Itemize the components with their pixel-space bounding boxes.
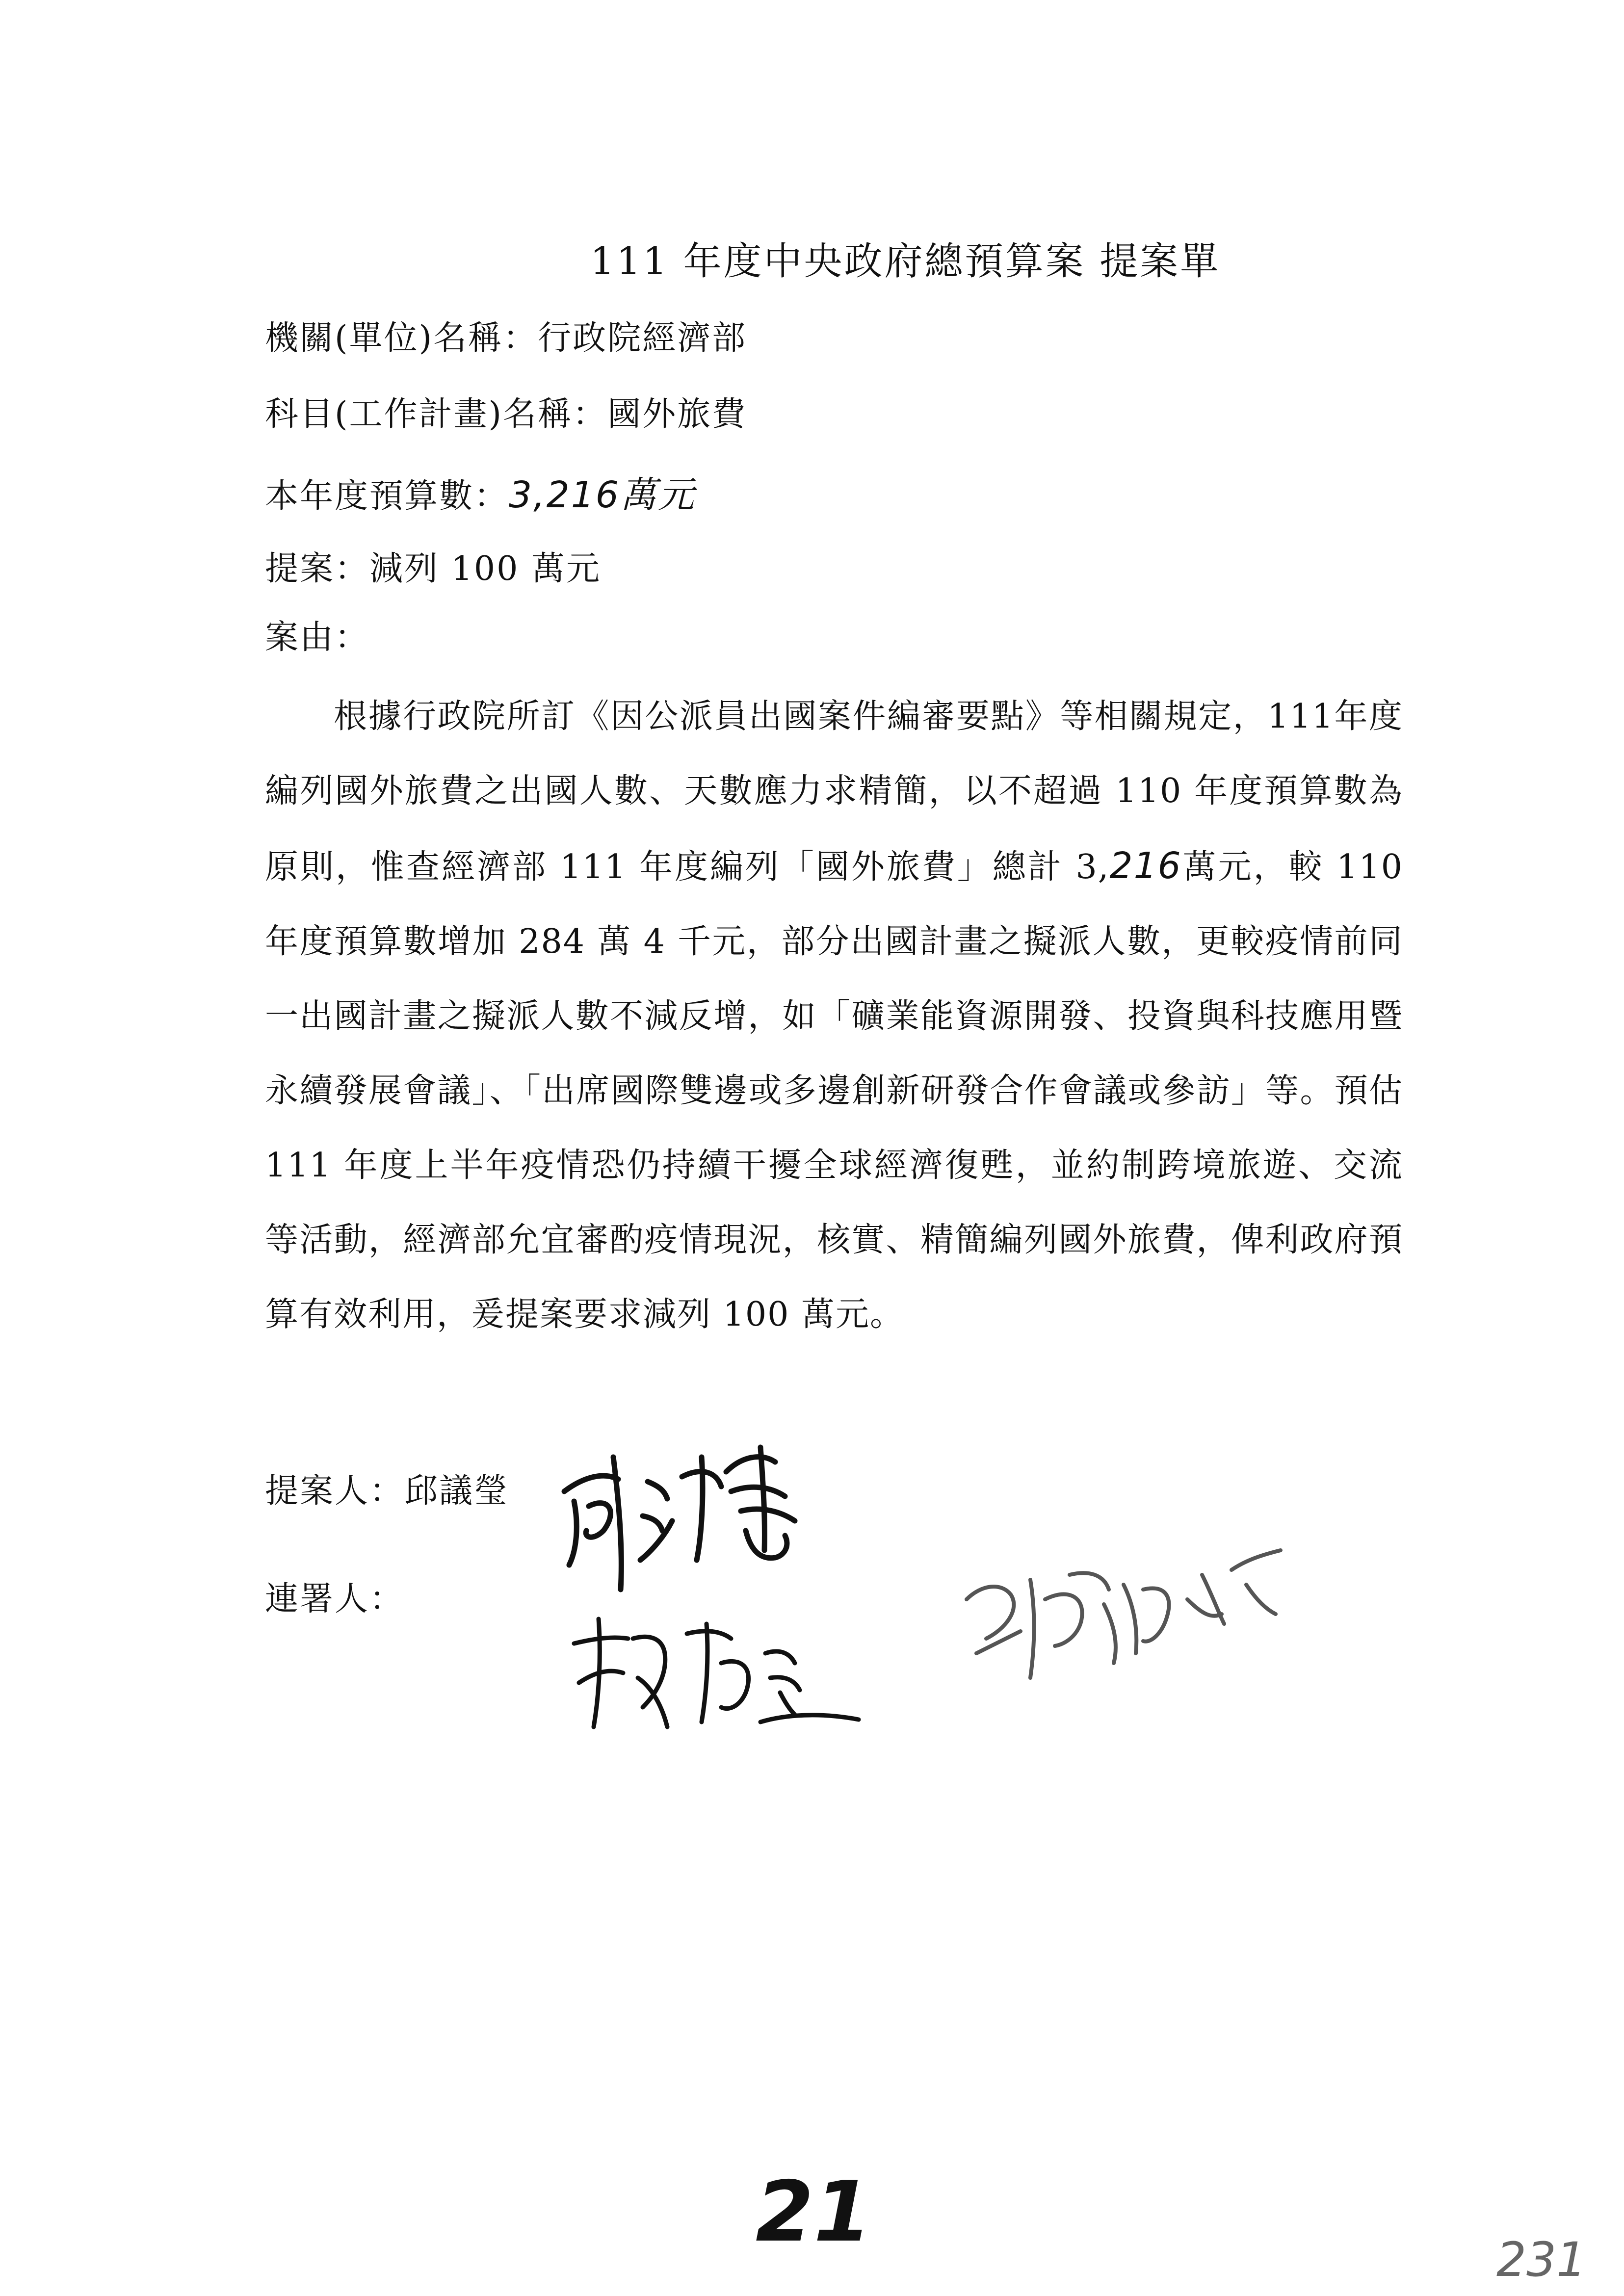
proposer-name: 邱議瑩 [404,1472,509,1511]
sheet-number: 231 [1496,2232,1587,2287]
budget-value: 3,216 [509,474,620,516]
item-value: 國外旅費 [607,395,747,434]
item-label: 科目(工作計畫)名稱： [265,395,608,434]
document-title: 111 年度中央政府總預算案 提案單 [590,239,1221,284]
agency-field [265,312,747,359]
reason-text-part2: 萬元，較 110 年度預算數增加 284 萬 4 千元，部分出國計畫之擬派人數，更較疫情前同一出國計畫之擬派人數不減反增，如「礦業能資源開發、投資與科技應用暨永續發展會議」、「出席國際雙邊或多邊創新研發合作會議或參訪」等。預估 111 年度上半年疫情恐仍持續干擾全球經濟復甦，並約制跨境旅遊、交流等活動，經濟部允宜審酌疫情現況，核實、精簡編列國外旅費，俾利政府預算有效利用，爰提案要求減列 100 萬元。 [265,848,1403,1334]
cosigner-label: 連署人： [265,1580,405,1618]
cosigner-signature-1 [564,1609,868,1742]
reason-text [265,679,1403,1352]
proposal-label: 提案： [265,549,370,588]
reason-handwritten-figure: 216 [1109,845,1182,887]
proposer-line [265,1464,509,1512]
budget-label: 本年度預算數： [265,477,509,516]
reason-label: 案由： [265,618,370,657]
page-number: 21 [756,2164,872,2261]
item-field [265,388,747,435]
agency-value: 行政院經濟部 [538,319,747,358]
proposer-label: 提案人： [265,1472,405,1511]
reason-text-part1: 根據行政院所訂《因公派員出國案件編審要點》等相關規定，111年度編列國外旅費之出國人數、天數應力求精簡，以不超過 110 年度預算數為原則，惟查經濟部 111 年度編列「國外旅費」總計 3, [265,697,1403,887]
budget-field [265,466,696,518]
budget-unit: 萬元 [620,474,696,516]
cosigner-signature-2 [957,1540,1290,1688]
proposal-field [265,542,601,590]
proposer-signature [554,1437,810,1599]
agency-label: 機關(單位)名稱： [265,319,538,358]
proposal-value: 減列 100 萬元 [369,549,602,588]
